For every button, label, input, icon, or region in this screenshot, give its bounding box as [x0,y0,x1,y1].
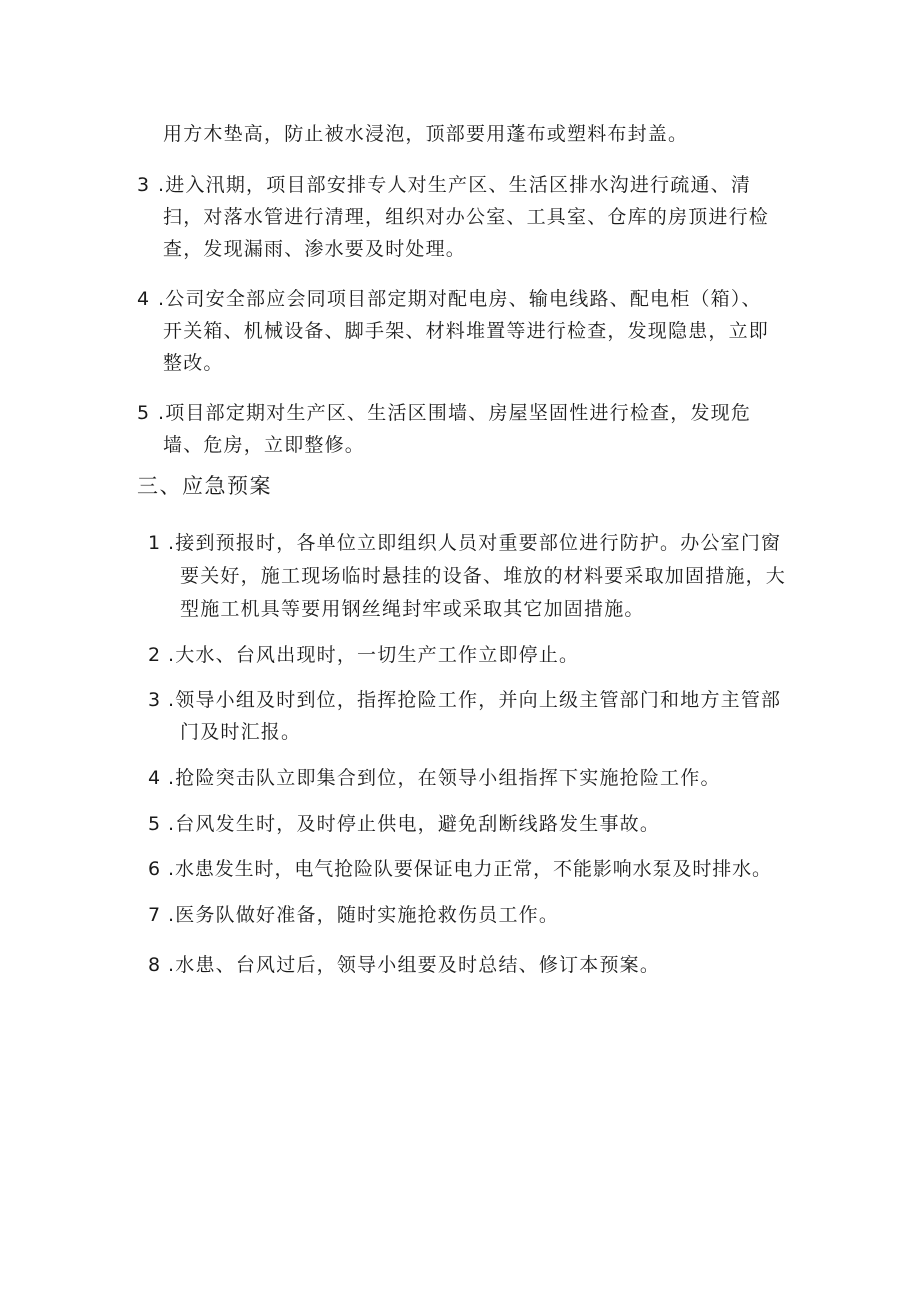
item-text-line: 型施工机具等要用钢丝绳封牢或采取其它加固措施。 [180,598,645,620]
item-text-line: 扫，对落水管进行清理，组织对办公室、工具室、仓库的房顶进行检 [163,206,770,228]
item-number: 4 [137,288,150,310]
continuation-line: 用方木垫高，防止被水浸泡，顶部要用蓬布或塑料布封盖。 [163,123,689,145]
item-text-line: .水患、台风过后，领导小组要及时总结、修订本预案。 [168,954,661,976]
item-text-line: .抢险突击队立即集合到位，在领导小组指挥下实施抢险工作。 [168,767,721,789]
item-text-line: 要关好，施工现场临时悬挂的设备、堆放的材料要采取加固措施，大 [180,565,787,587]
item-number: 2 [148,644,161,666]
item-text-line: .项目部定期对生产区、生活区围墙、房屋坚固性进行检查，发现危 [158,402,752,424]
item-text-line: .领导小组及时到位，指挥抢险工作，并向上级主管部门和地方主管部 [168,689,782,711]
item-text-line: .台风发生时，及时停止供电，避免刮断线路发生事故。 [168,813,661,835]
item-number: 4 [148,767,161,789]
item-text-line: .医务队做好准备，随时实施抢救伤员工作。 [168,904,560,926]
item-text-line: .公司安全部应会同项目部定期对配电房、输电线路、配电柜（箱）、 [158,288,762,310]
item-text-line: 墙、危房，立即整修。 [163,434,366,456]
item-text-line: .水患发生时，电气抢险队要保证电力正常，不能影响水泵及时排水。 [168,858,772,880]
section-heading: 三、应急预案 [137,474,272,498]
item-text-line: .接到预报时，各单位立即组织人员对重要部位进行防护。办公室门窗 [168,532,782,554]
item-text-line: 门及时汇报。 [180,721,302,743]
item-number: 8 [148,954,161,976]
item-text-line: 查，发现漏雨、渗水要及时处理。 [163,238,467,260]
item-text-line: .进入汛期，项目部安排专人对生产区、生活区排水沟进行疏通、清 [158,174,752,196]
item-number: 5 [137,402,150,424]
item-number: 3 [148,689,161,711]
item-number: 1 [148,532,161,554]
item-number: 5 [148,813,161,835]
item-text-line: 整改。 [163,352,224,374]
item-number: 3 [137,174,150,196]
item-number: 7 [148,904,161,926]
item-text-line: 开关箱、机械设备、脚手架、材料堆置等进行检查，发现隐患，立即 [163,320,770,342]
item-text-line: .大水、台风出现时，一切生产工作立即停止。 [168,644,580,666]
item-number: 6 [148,858,161,880]
